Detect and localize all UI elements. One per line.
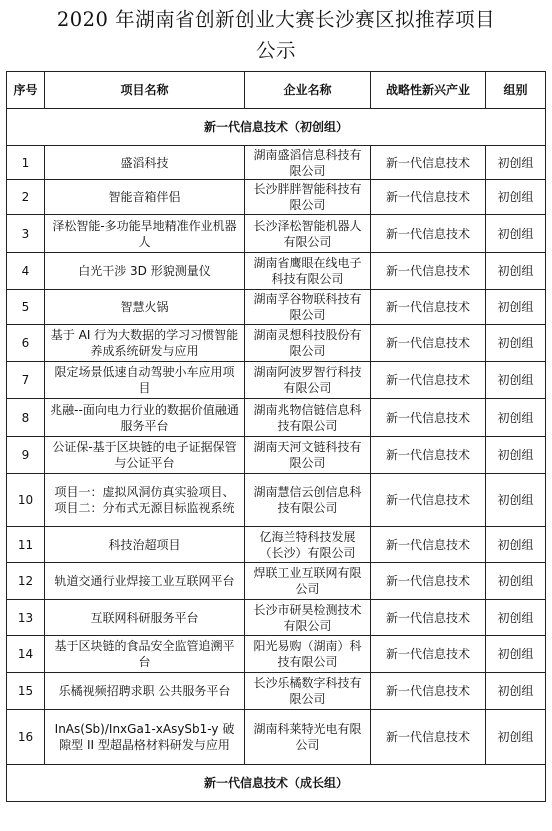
cell-industry: 新一代信息技术 bbox=[371, 636, 486, 673]
cell-group: 初创组 bbox=[486, 600, 546, 636]
cell-company: 湖南孚谷物联科技有限公司 bbox=[245, 290, 371, 325]
project-table bbox=[6, 71, 546, 802]
table-row bbox=[7, 527, 546, 563]
section-row bbox=[7, 765, 546, 802]
section-row bbox=[7, 109, 546, 146]
cell-company: 湖南兆物信链信息科技有限公司 bbox=[245, 399, 371, 437]
cell-industry: 新一代信息技术 bbox=[371, 600, 486, 636]
cell-no: 10 bbox=[7, 474, 45, 527]
cell-no: 2 bbox=[7, 180, 45, 215]
cell-no: 3 bbox=[7, 215, 45, 253]
cell-group: 初创组 bbox=[486, 290, 546, 325]
table-row bbox=[7, 563, 546, 600]
table-row bbox=[7, 290, 546, 325]
cell-project: 基于 AI 行为大数据的学习习惯智能养成系统研发与应用 bbox=[45, 325, 245, 362]
table-row bbox=[7, 600, 546, 636]
cell-company: 湖南阿波罗智行科技有限公司 bbox=[245, 362, 371, 399]
cell-group: 初创组 bbox=[486, 527, 546, 563]
cell-company: 长沙胖胖智能科技有限公司 bbox=[245, 180, 371, 215]
cell-group: 初创组 bbox=[486, 474, 546, 527]
cell-company: 长沙市研昊检测技术有限公司 bbox=[245, 600, 371, 636]
cell-project: 智慧火锅 bbox=[45, 290, 245, 325]
cell-group: 初创组 bbox=[486, 636, 546, 673]
cell-project: 基于区块链的食品安全监管追溯平台 bbox=[45, 636, 245, 673]
cell-group: 初创组 bbox=[486, 325, 546, 362]
table-row bbox=[7, 146, 546, 180]
cell-industry: 新一代信息技术 bbox=[371, 362, 486, 399]
cell-no: 11 bbox=[7, 527, 45, 563]
table-row bbox=[7, 362, 546, 399]
cell-no: 9 bbox=[7, 437, 45, 474]
cell-group: 初创组 bbox=[486, 710, 546, 765]
cell-industry: 新一代信息技术 bbox=[371, 673, 486, 710]
cell-industry: 新一代信息技术 bbox=[371, 710, 486, 765]
header-no: 序号 bbox=[7, 72, 45, 109]
cell-group: 初创组 bbox=[486, 253, 546, 290]
cell-industry: 新一代信息技术 bbox=[371, 527, 486, 563]
table-row bbox=[7, 253, 546, 290]
cell-no: 7 bbox=[7, 362, 45, 399]
cell-group: 初创组 bbox=[486, 399, 546, 437]
document-title bbox=[0, 0, 552, 66]
cell-industry: 新一代信息技术 bbox=[371, 399, 486, 437]
cell-group: 初创组 bbox=[486, 180, 546, 215]
cell-project: 公证保-基于区块链的电子证据保管与公证平台 bbox=[45, 437, 245, 474]
cell-group: 初创组 bbox=[486, 215, 546, 253]
cell-company: 湖南慧信云创信息科技有限公司 bbox=[245, 474, 371, 527]
cell-industry: 新一代信息技术 bbox=[371, 437, 486, 474]
cell-company: 亿海兰特科技发展（长沙）有限公司 bbox=[245, 527, 371, 563]
cell-project: 限定场景低速自动驾驶小车应用项目 bbox=[45, 362, 245, 399]
table-row bbox=[7, 636, 546, 673]
cell-company: 长沙泽松智能机器人有限公司 bbox=[245, 215, 371, 253]
table-row bbox=[7, 474, 546, 527]
cell-project: 互联网科研服务平台 bbox=[45, 600, 245, 636]
cell-no: 16 bbox=[7, 710, 45, 765]
cell-industry: 新一代信息技术 bbox=[371, 563, 486, 600]
cell-project: 乐橘视频招聘求职 公共服务平台 bbox=[45, 673, 245, 710]
section-title: 新一代信息技术（初创组） bbox=[7, 109, 546, 146]
table-row bbox=[7, 673, 546, 710]
cell-industry: 新一代信息技术 bbox=[371, 146, 486, 180]
table-row bbox=[7, 325, 546, 362]
cell-group: 初创组 bbox=[486, 437, 546, 474]
cell-industry: 新一代信息技术 bbox=[371, 215, 486, 253]
cell-no: 8 bbox=[7, 399, 45, 437]
table-row bbox=[7, 437, 546, 474]
cell-project: 泽松智能-多功能旱地精准作业机器人 bbox=[45, 215, 245, 253]
cell-company: 湖南盛滔信息科技有限公司 bbox=[245, 146, 371, 180]
title-line-2: 公示 bbox=[255, 39, 296, 62]
cell-project: 白光干涉 3D 形貌测量仪 bbox=[45, 253, 245, 290]
cell-company: 湖南天河文链科技有限公司 bbox=[245, 437, 371, 474]
table-row bbox=[7, 215, 546, 253]
cell-project: 兆融--面向电力行业的数据价值融通 服务平台 bbox=[45, 399, 245, 437]
table-row bbox=[7, 180, 546, 215]
cell-industry: 新一代信息技术 bbox=[371, 180, 486, 215]
cell-project: 项目一：虚拟风洞仿真实验项目、项目二：分布式无源目标监视系统 bbox=[45, 474, 245, 527]
cell-no: 13 bbox=[7, 600, 45, 636]
cell-no: 15 bbox=[7, 673, 45, 710]
section-title: 新一代信息技术（成长组） bbox=[7, 765, 546, 802]
cell-company: 焊联工业互联网有限公司 bbox=[245, 563, 371, 600]
cell-company: 阳光易购（湖南）科技有限公司 bbox=[245, 636, 371, 673]
cell-project: 盛滔科技 bbox=[45, 146, 245, 180]
cell-project: InAs(Sb)/InxGa1-xAsySb1-y 破隙型 II 型超晶格材料研发与应用 bbox=[45, 710, 245, 765]
cell-company: 长沙乐橘数字科技有限公司 bbox=[245, 673, 371, 710]
cell-project: 智能音箱伴侣 bbox=[45, 180, 245, 215]
cell-industry: 新一代信息技术 bbox=[371, 325, 486, 362]
cell-group: 初创组 bbox=[486, 673, 546, 710]
cell-no: 1 bbox=[7, 146, 45, 180]
cell-no: 12 bbox=[7, 563, 45, 600]
cell-industry: 新一代信息技术 bbox=[371, 290, 486, 325]
header-industry: 战略性新兴产业 bbox=[371, 72, 486, 109]
cell-company: 湖南科莱特光电有限公司 bbox=[245, 710, 371, 765]
cell-no: 4 bbox=[7, 253, 45, 290]
cell-company: 湖南省鹰眼在线电子科技有限公司 bbox=[245, 253, 371, 290]
header-project: 项目名称 bbox=[45, 72, 245, 109]
title-line-1: 2020 年湖南省创新创业大赛长沙赛区拟推荐项目 bbox=[56, 8, 496, 31]
header-company: 企业名称 bbox=[245, 72, 371, 109]
cell-group: 初创组 bbox=[486, 146, 546, 180]
cell-no: 5 bbox=[7, 290, 45, 325]
cell-no: 14 bbox=[7, 636, 45, 673]
cell-project: 科技治超项目 bbox=[45, 527, 245, 563]
table-row bbox=[7, 399, 546, 437]
table-header-row bbox=[7, 72, 546, 109]
cell-industry: 新一代信息技术 bbox=[371, 253, 486, 290]
cell-group: 初创组 bbox=[486, 563, 546, 600]
cell-company: 湖南灵想科技股份有限公司 bbox=[245, 325, 371, 362]
cell-project: 轨道交通行业焊接工业互联网平台 bbox=[45, 563, 245, 600]
cell-industry: 新一代信息技术 bbox=[371, 474, 486, 527]
cell-no: 6 bbox=[7, 325, 45, 362]
header-group: 组别 bbox=[486, 72, 546, 109]
table-row bbox=[7, 710, 546, 765]
cell-group: 初创组 bbox=[486, 362, 546, 399]
